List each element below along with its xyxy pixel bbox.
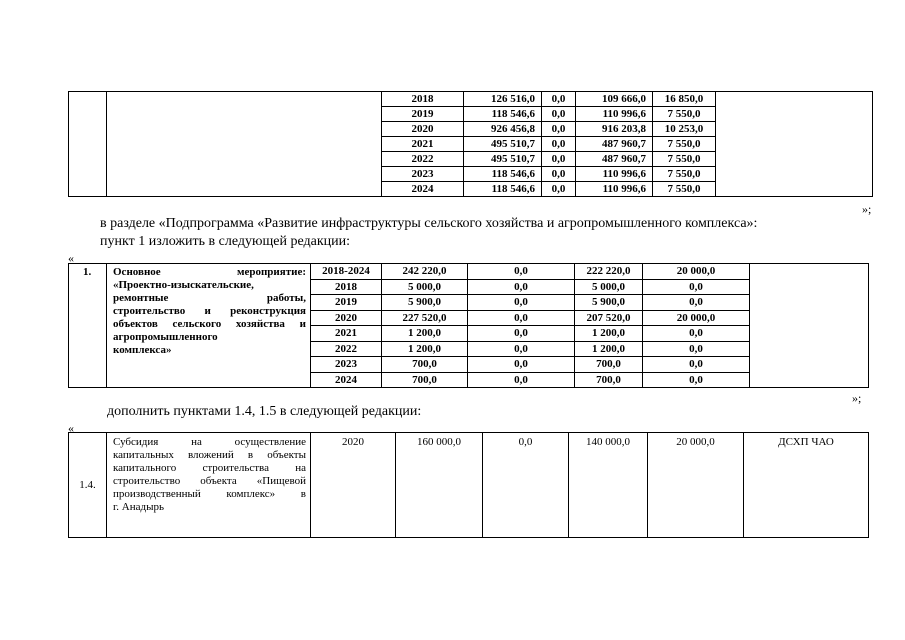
year-cell: 2019 <box>382 107 464 122</box>
total-cell: 5 000,0 <box>382 279 468 295</box>
paragraph-section: в разделе «Подпрограмма «Развитие инфраструктуры сельского хозяйства и агропромышленного комплекса»: <box>100 216 758 231</box>
executor-cell <box>716 92 873 197</box>
federal-cell: 0,0 <box>542 137 576 152</box>
year-cell: 2018-2024 <box>311 264 382 280</box>
regional-cell: 487 960,7 <box>576 137 653 152</box>
federal-cell: 0,0 <box>468 357 575 373</box>
description-line: объектов сельского хозяйства и <box>113 318 306 330</box>
description-line: «Проектно-изыскательские, <box>113 279 254 291</box>
year-cell: 2020 <box>311 310 382 326</box>
description-cell <box>107 92 382 197</box>
other-cell: 7 550,0 <box>653 152 716 167</box>
opening-quote-3: « <box>68 421 74 435</box>
federal-cell: 0,0 <box>542 182 576 197</box>
item-number: 1.4. <box>79 478 96 491</box>
regional-cell: 109 666,0 <box>576 92 653 107</box>
description-line: строительство объекта «Пищевой <box>113 475 306 487</box>
federal-cell: 0,0 <box>542 107 576 122</box>
regional-cell: 1 200,0 <box>575 326 643 342</box>
regional-cell: 700,0 <box>575 372 643 388</box>
year-cell: 2019 <box>311 295 382 311</box>
item-number-cell <box>69 433 107 538</box>
federal-cell: 0,0 <box>468 341 575 357</box>
total-cell: 242 220,0 <box>382 264 468 280</box>
other-cell: 0,0 <box>643 341 750 357</box>
other-cell: 0,0 <box>643 326 750 342</box>
regional-cell: 207 520,0 <box>575 310 643 326</box>
federal-cell: 0,0 <box>468 279 575 295</box>
year-cell: 2024 <box>311 372 382 388</box>
regional-cell: 916 203,8 <box>576 122 653 137</box>
description-line: г. Анадырь <box>113 501 164 513</box>
table-row <box>69 264 869 280</box>
opening-quote-2: « <box>68 251 74 265</box>
number-cell <box>69 92 107 197</box>
table-continuation <box>68 91 873 197</box>
other-cell: 20 000,0 <box>643 264 750 280</box>
year-cell: 2022 <box>311 341 382 357</box>
year-cell: 2021 <box>311 326 382 342</box>
year-cell: 2018 <box>382 92 464 107</box>
regional-cell: 700,0 <box>575 357 643 373</box>
total-cell: 160 000,0 <box>396 433 483 538</box>
total-cell: 126 516,0 <box>464 92 542 107</box>
description-line: Основное мероприятие: <box>113 266 306 278</box>
total-cell: 926 456,8 <box>464 122 542 137</box>
regional-cell: 1 200,0 <box>575 341 643 357</box>
total-cell: 5 900,0 <box>382 295 468 311</box>
federal-cell: 0,0 <box>468 326 575 342</box>
closing-quote-1: »; <box>862 202 872 216</box>
federal-cell: 0,0 <box>542 152 576 167</box>
total-cell: 700,0 <box>382 357 468 373</box>
total-cell: 495 510,7 <box>464 152 542 167</box>
other-cell: 0,0 <box>643 372 750 388</box>
regional-cell: 140 000,0 <box>569 433 648 538</box>
description-line: ремонтные работы, <box>113 292 306 304</box>
paragraph-point1: пункт 1 изложить в следующей редакции: <box>100 234 350 249</box>
year-cell: 2021 <box>382 137 464 152</box>
total-cell: 1 200,0 <box>382 326 468 342</box>
regional-cell: 487 960,7 <box>576 152 653 167</box>
federal-cell: 0,0 <box>468 264 575 280</box>
other-cell: 7 550,0 <box>653 137 716 152</box>
year-cell: 2018 <box>311 279 382 295</box>
federal-cell: 0,0 <box>542 167 576 182</box>
table-row <box>69 92 873 107</box>
table-point-1 <box>68 263 869 388</box>
year-cell: 2022 <box>382 152 464 167</box>
total-cell: 118 546,6 <box>464 167 542 182</box>
year-cell: 2023 <box>311 357 382 373</box>
description-line: строительство и реконструкция <box>113 305 306 317</box>
federal-cell: 0,0 <box>483 433 569 538</box>
description-line: капитальных вложений в объекты <box>113 449 306 461</box>
regional-cell: 110 996,6 <box>576 107 653 122</box>
description-line: комплекса» <box>113 344 172 356</box>
total-cell: 1 200,0 <box>382 341 468 357</box>
item-description-cell <box>107 433 311 538</box>
other-cell: 0,0 <box>643 295 750 311</box>
regional-cell: 110 996,6 <box>576 182 653 197</box>
executor-cell: ДСХП ЧАО <box>744 433 869 538</box>
paragraph-add-points: дополнить пунктами 1.4, 1.5 в следующей редакции: <box>107 404 422 419</box>
total-cell: 700,0 <box>382 372 468 388</box>
regional-cell: 5 000,0 <box>575 279 643 295</box>
item-description <box>107 264 311 388</box>
year-cell: 2020 <box>311 433 396 538</box>
closing-quote-2: »; <box>852 391 862 405</box>
federal-cell: 0,0 <box>542 122 576 137</box>
other-cell: 20 000,0 <box>643 310 750 326</box>
total-cell: 495 510,7 <box>464 137 542 152</box>
year-cell: 2020 <box>382 122 464 137</box>
federal-cell: 0,0 <box>542 92 576 107</box>
year-cell: 2023 <box>382 167 464 182</box>
regional-cell: 5 900,0 <box>575 295 643 311</box>
other-cell: 7 550,0 <box>653 107 716 122</box>
other-cell: 20 000,0 <box>648 433 744 538</box>
regional-cell: 222 220,0 <box>575 264 643 280</box>
table-point-1-4 <box>68 432 869 538</box>
description-line: производственный комплекс» в <box>113 488 306 500</box>
description-line: агропромышленного <box>113 331 218 343</box>
other-cell: 7 550,0 <box>653 182 716 197</box>
item-number: 1. <box>69 264 107 388</box>
total-cell: 118 546,6 <box>464 107 542 122</box>
other-cell: 10 253,0 <box>653 122 716 137</box>
regional-cell: 110 996,6 <box>576 167 653 182</box>
executor-cell <box>750 264 869 388</box>
other-cell: 16 850,0 <box>653 92 716 107</box>
other-cell: 7 550,0 <box>653 167 716 182</box>
other-cell: 0,0 <box>643 357 750 373</box>
description-line: капитального строительства на <box>113 462 306 474</box>
other-cell: 0,0 <box>643 279 750 295</box>
total-cell: 118 546,6 <box>464 182 542 197</box>
description-line: Субсидия на осуществление <box>113 436 306 448</box>
federal-cell: 0,0 <box>468 310 575 326</box>
year-cell: 2024 <box>382 182 464 197</box>
federal-cell: 0,0 <box>468 295 575 311</box>
federal-cell: 0,0 <box>468 372 575 388</box>
total-cell: 227 520,0 <box>382 310 468 326</box>
